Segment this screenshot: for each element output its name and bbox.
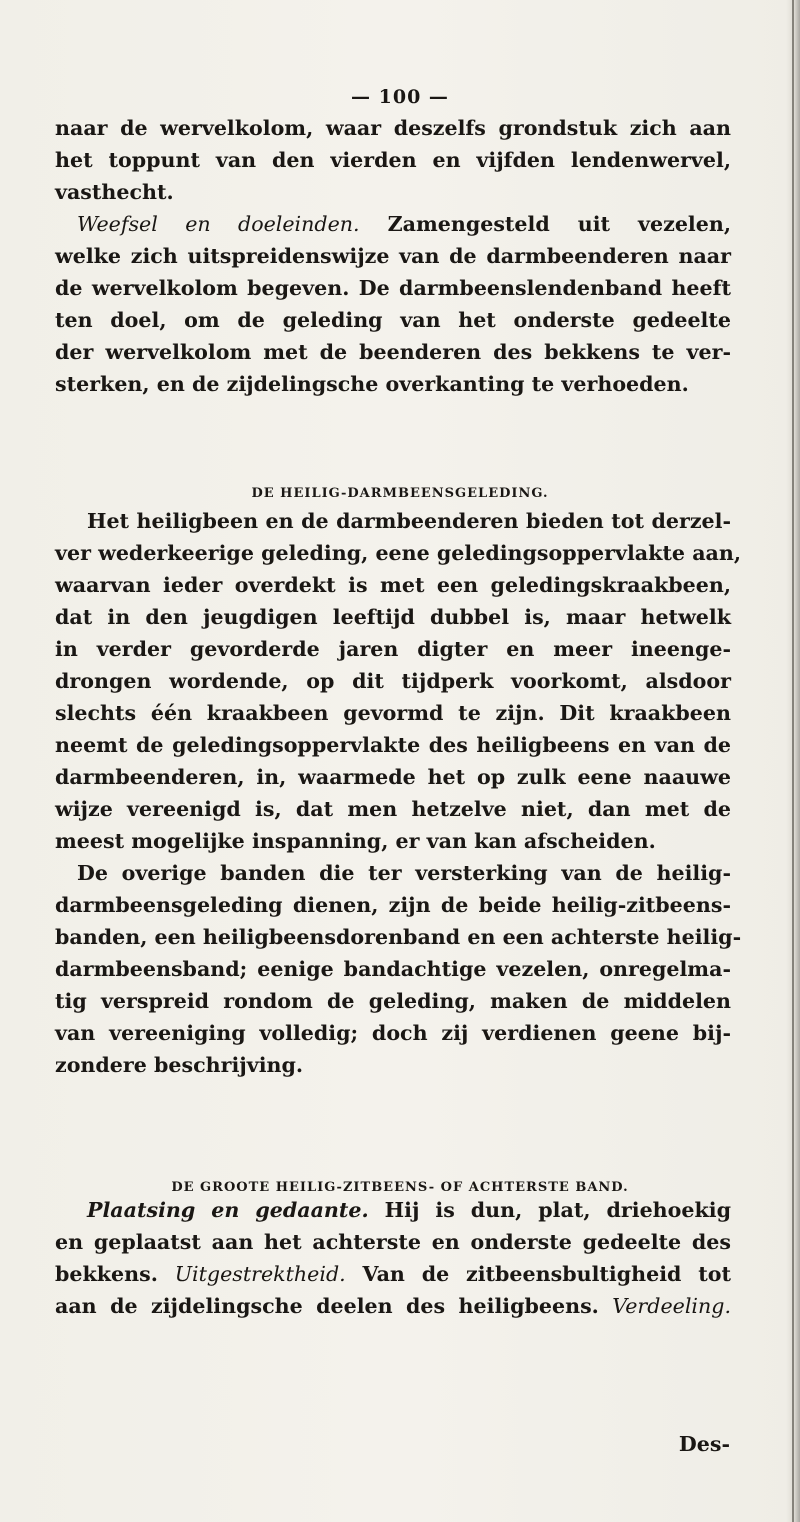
page-number: — 100 — (351, 86, 449, 108)
text-run: Zamengesteld uit vezelen, (359, 212, 731, 236)
paragraph-5 (55, 1194, 731, 1322)
text-line: van vereeniging volledig; doch zij verdienen geene bij- (55, 1021, 731, 1045)
text-line: tig verspreid rondom de geleding, maken de middelen (55, 989, 731, 1013)
text-line: vasthecht. (55, 180, 174, 204)
text-line: der wervelkolom met de beenderen des bekkens te ver- (55, 340, 731, 364)
text-line: drongen wordende, op dit tijdperk voorkomt, alsdoor (55, 669, 731, 693)
text-line: meest mogelijke inspanning, er van kan afscheiden. (55, 829, 656, 853)
text-line (55, 1290, 731, 1322)
text-line: in verder gevorderde jaren digter en meer ineenge- (55, 637, 731, 661)
text-run: Van de zitbeensbultigheid tot (345, 1262, 731, 1286)
text-line (55, 1258, 731, 1290)
italic-lead: Weefsel en doeleinden. (77, 212, 360, 236)
text-line: darmbeenderen, in, waarmede het op zulk eene naauwe (55, 765, 731, 789)
italic-run: Verdeeling. (612, 1294, 731, 1318)
text-line: welke zich uitspreidenswijze van de darmbeenderen naar (55, 244, 731, 268)
text-line: wijze vereenigd is, dat men hetzelve niet, dan met de (55, 797, 731, 821)
text-line: banden, een heiligbeensdorenband en een achterste heilig- (55, 925, 742, 949)
text-line: dat in den jeugdigen leeftijd dubbel is, maar hetwelk (55, 605, 731, 629)
text-line: neemt de geledingsoppervlakte des heiligbeens en van de (55, 733, 731, 757)
text-line: slechts één kraakbeen gevormd te zijn. Dit kraakbeen (55, 701, 731, 725)
section-heading: DE HEILIG-DARMBEENSGELEDING. (251, 486, 549, 501)
text-run: Hij is dun, plat, driehoekig (368, 1198, 731, 1222)
italic-run: Uitgestrektheid. (174, 1262, 346, 1286)
text-run: aan de zijdelingsche deelen des heiligbeens. (55, 1294, 613, 1318)
text-line: Het heiligbeen en de darmbeenderen bieden tot derzel- (87, 509, 731, 533)
text-line (55, 208, 731, 240)
text-line: en geplaatst aan het achterste en onderste gedeelte des (55, 1230, 731, 1254)
page-edge-line (792, 0, 794, 1522)
italic-lead: Plaatsing en gedaante. (87, 1198, 369, 1222)
text-line: zondere beschrijving. (55, 1053, 304, 1077)
text-line: het toppunt van den vierden en vijfden lendenwervel, (55, 148, 731, 172)
text-line: waarvan ieder overdekt is met een geledingskraakbeen, (55, 573, 731, 597)
text-line: ver wederkeerige geleding, eene geledingsoppervlakte aan, (55, 541, 742, 565)
section-heading: DE GROOTE HEILIG-ZITBEENS- OF ACHTERSTE BAND. (171, 1180, 629, 1195)
paragraph-3 (55, 505, 742, 1081)
text-line: darmbeensgeleding dienen, zijn de beide heilig-zitbeens- (55, 893, 731, 917)
text-line: sterken, en de zijdelingsche overkanting te verhoeden. (55, 372, 689, 396)
text-line: darmbeensband; eenige bandachtige vezelen, onregelma- (55, 957, 731, 981)
text-line: de wervelkolom begeven. De darmbeenslendenband heeft (55, 276, 731, 300)
text-line: De overige banden die ter versterking van de heilig- (77, 861, 731, 885)
text-line: naar de wervelkolom, waar deszelfs grondstuk zich aan (55, 116, 731, 140)
paragraph-1 (55, 112, 731, 400)
text-line (55, 1194, 731, 1226)
text-line: ten doel, om de geleding van het onderste gedeelte (55, 308, 731, 332)
text-run: bekkens. (55, 1262, 175, 1286)
catchword: Des- (678, 1432, 730, 1456)
